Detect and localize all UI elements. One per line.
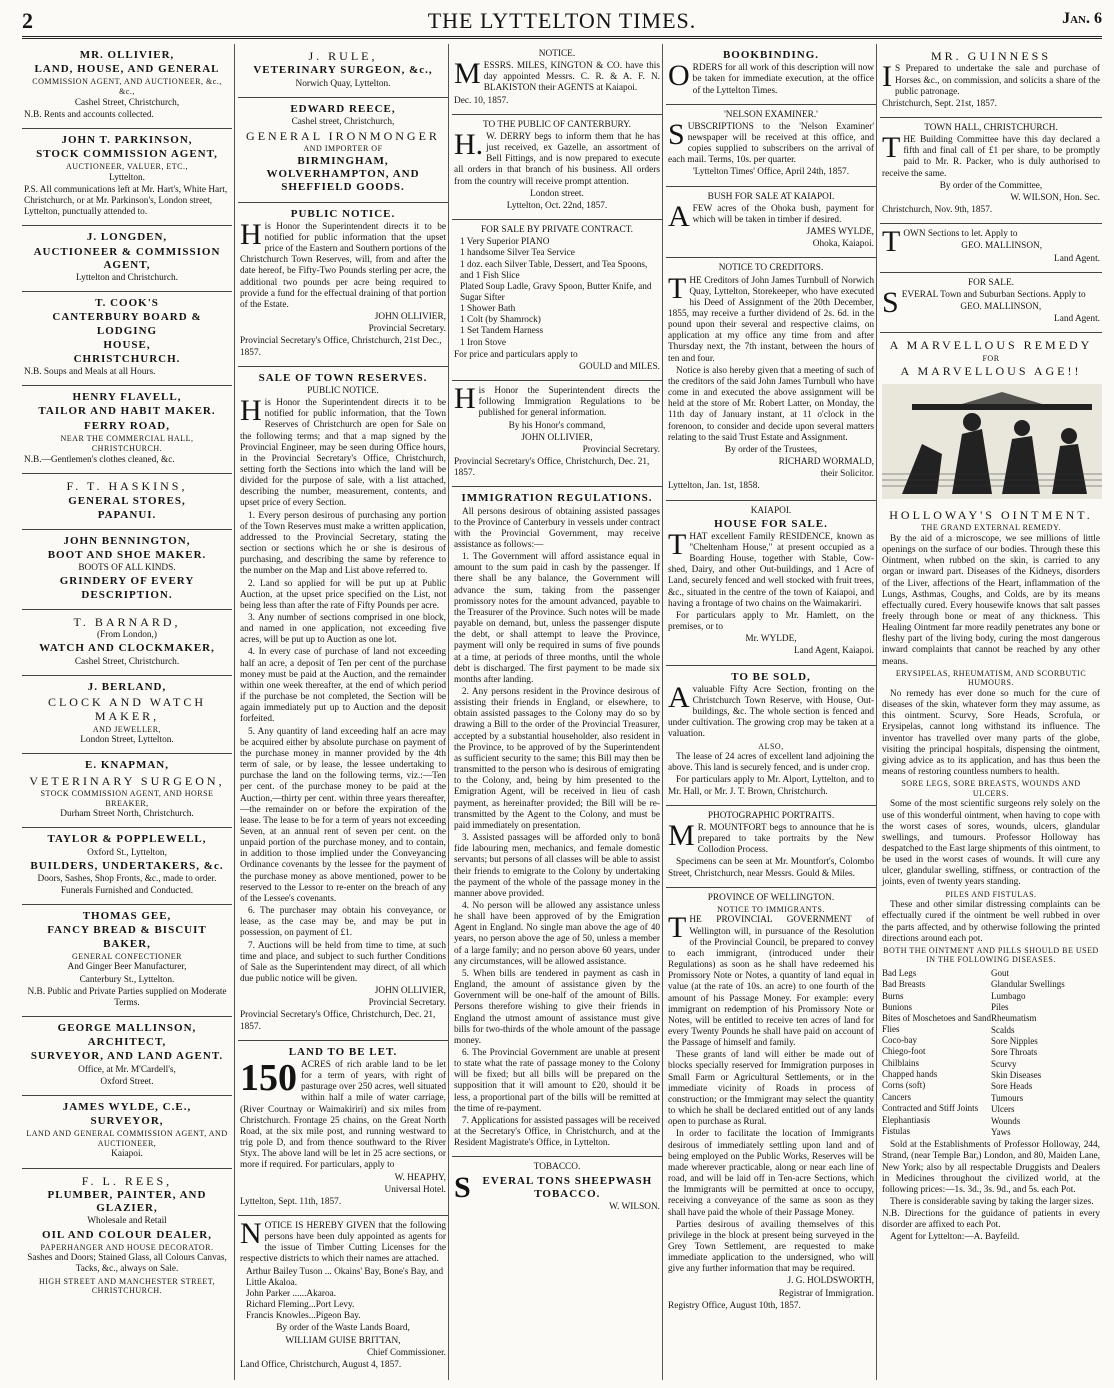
notice-upset-price: PUBLIC NOTICE. His Honor the Superintendent directs it to be notified for public information that the upset price of the Eastern and Southern portions of the Christchurch Town Reserves, will, from and after the date hereof, be Fifty-Two Pounds sterling per acre, the additional two pounds per acre being required to provide a fund for the effectual draining of that portion of the Estate. JOHN OLLIVIER, Provincial Secretary. Provincial Secretary's Office, Christchurch, 21st Dec., 1857.: [238, 203, 448, 367]
ad-berland: J. BERLAND, CLOCK AND WATCH MAKER, AND JEWELLER, London Street, Lyttelton.: [22, 676, 232, 755]
ad-nelson-examiner: 'NELSON EXAMINER.' SUBSCRIPTIONS to the 'Nelson Examiner' newspaper will be received at this office, and copies supplied to subscribers on the arrival of each mail. Terms, 10s. per quarter. 'Lyttelton Times' Office, April 24th, 1857.: [666, 105, 876, 187]
ad-reece: EDWARD REECE, Cashel street, Christchurch, GENERAL IRONMONGER AND IMPORTER OF BIRMINGHAM, WOLVERHAMPTON, AND SHEFFIELD GOODS.: [238, 98, 448, 203]
ad-rees: F. L. REES, PLUMBER, PAINTER, AND GLAZIER, Wholesale and Retail OIL AND COLOUR DEALER, PAPERHANGER AND HOUSE DECORATOR. Sashes and Doors; Stained Glass, all Colours Canvas, Tacks, &c., always on Sale. HIGH STREET AND MANCHESTER STREET, CHRISTCHURCH.: [27, 1173, 227, 1296]
ad-knapman: E. KNAPMAN, VETERINARY SURGEON, STOCK COMMISSION AGENT, AND HORSE BREAKER, Durham Street North, Christchurch.: [22, 754, 232, 828]
ad-town-sections: TOWN Sections to let. Apply to GEO. MALLINSON, Land Agent.: [880, 224, 1102, 272]
diseases-table: Bad Legs Bad Breasts Burns Bunions Bites of Moschetoes and Sand Flies Coco-bay Chiego-foot Chilblains Chapped hands Corns (soft) Cancers Contracted and Stiff Joints Elephantiasis Fistulas Gout Glandular Swellings Lumbago Piles Rheumatism Scalds Sore Nipples Sore Throats Scurvy Skin Diseases Sore Heads Tumours Ulcers Wounds Yaws: [882, 968, 1065, 1137]
masthead: [22, 4, 1102, 39]
immigration-regulations: IMMIGRATION REGULATIONS. All persons desirous of obtaining assisted passages to the Province of Canterbury in vessels under contract with the Provincial Government, may receive assistance as follows:— 1. The Government will afford assistance equal in amount to the sum paid in cash by the passenger. If there shall be any balance, the Government will advance the sum, taking from the passenger promissory notes for the amount advanced, payable to the Treasurer of the Province. Such notes will be made payable on demand, but, unless the passenger dispute the debt, or shall attempt to leave the Province, payment will only be required in sums of five pounds at a time, at periods of three months, until the whole debt is discharged. The first payment to be made six months after landing. 2. Any persons resident in the Province desirous of assisting their friends in England, or elsewhere, to obtain assisted passages to the Colony may do so by drawing a Bill to the order of the Provincial Treasurer, accepted by a substantial householder, also resident in the Province, to be approved of by the Superintendent as sufficient security to the same; this Bill may then be transmitted to the person who is desirous of emigrating to the Colony, and, being by him presented to the Emigration Agent, will be received in lieu of cash payment, as hereinafter provided; the Bill will be re-transmitted by the Agent to the Colony, and must be paid immediately on presentation. 3. Assisted passages will be afforded only to bonâ fide labouring men, mechanics, and female domestic servants; but persons of all classes will be able to assist their friends to emigrate to the Colony by undertaking the payment of the whole of the passage money in the manner above provided. 4. No person will be allowed any assistance unless he shall have been approved of by the Emigration Agent in England. No single man above the age of 40 years, no person above the age of 50, unless a member of a large family; and no person above 60 years, under any circumstances, will be allowed assistance. 5. When bills are tendered in payment as cash in England, the amount of assistance given by the Government will be one-half of the amount of Bills. Persons therefore wishing to give their friends in England the utmost amount of assistance must give bills for two-thirds of the whole amount of the passage money. 6. The Provincial Government are unable at present to state what the rate of passage money to the Colony will be fixed; but all bills will be prepared on the supposition that it will amount to £20, should it be less, a proportional part of the bills will be remitted at the time of re-payment. 7. Applications for assisted passages will be received at the Secretary's Office, in Christchurch, and at the Resident Magistrate's Office, in Lyttelton.: [452, 487, 662, 1157]
ad-bookbinding: BOOKBINDING. ORDERS for all work of this description will now be taken for immediate execution, at the office of the Lyttelton Times.: [666, 44, 876, 105]
column-4: [662, 44, 876, 1380]
ad-cook: T. COOK'S CANTERBURY BOARD & LODGING HOUSE, CHRISTCHURCH. N.B. Soups and Meals at all Hours.: [22, 292, 232, 386]
notice-miles-kington: NOTICE. MESSRS. MILES, KINGTON & CO. have this day appointed Messrs. C. R. & A. F. N. BLAKISTON their AGENTS at Kaiapoi. Dec. 10, 1857.: [452, 44, 662, 115]
notice-immigration-publish: His Honor the Superintendent directs the following Immigration Regulations to be published for general information. By his Honor's command, JOHN OLLIVIER, Provincial Secretary. Provincial Secretary's Office, Christchurch, Dec. 21, 1857.: [452, 381, 662, 487]
woodcut-illustration-image: [882, 384, 1102, 499]
column-2: [234, 44, 448, 1380]
notice-town-hall: TOWN HALL, CHRISTCHURCH. THE Building Committee have this day declared a fifth and final call of £1 per share, to be promptly paid to Mr. R. Packer, who is duly authorised to receive the same. By order of the Committee, W. WILSON, Hon. Sec. Christchurch, Nov. 9th, 1857.: [880, 118, 1102, 224]
ad-land-to-let: LAND TO BE LET. 150 ACRES of rich arable land to be let for a term of years, with right of pasturage over 250 acres, well situated within half a mile of water carriage, (River Courtnay or Waimakiriri) and six miles from Christchurch. Frontage 25 chains, on the Great North Road, at the six mile post, and running westward to trig pole D, and from thence southward to the River Styx. The above land will be let in 25 acre sections, or more if required. For particulars, apply to W. HEAPHY, Universal Hotel. Lyttelton, Sept. 11th, 1857.: [238, 1041, 448, 1216]
ad-photographic-portraits: PHOTOGRAPHIC PORTRAITS. MR. MOUNTFORT begs to announce that he is prepared to take portraits by the New Collodion Process. Specimens can be seen at Mr. Mountfort's, Colombo Street, Christchurch, near Messrs. Gould & Miles.: [666, 806, 876, 888]
notice-sale-town-reserves: SALE OF TOWN RESERVES. PUBLIC NOTICE. His Honor the Superintendent directs it to be notified for public information, that the Town Reserves of Christchurch are open for Sale on the following terms; and that a map signed by the Provincial Engineer, may be seen during Office hours, in the Provincial Secretary's Office, Christchurch, setting forth the Sections into which the land will be divided for the purpose of sale, with a list attached, describing the number, measurement, contents, and upset price of every Section. 1. Every person desirous of purchasing any portion of the Town Reserves must make a written application, addressed to the Provincial Secretary, stating the section or sections which he or she is desirous of purchasing, and describing the same by reference to the number on the Map and List above referred to. 2. Land so applied for will be put up at Public Auction, at the upset price specified on the List, not being less than after the rate of Fifty Pounds per acre. 3. Any number of sections comprised in one block, and named in one application, not exceeding five acres, will be put up to Auction as one lot. 4. In every case of purchase of land not exceeding half an acre, a deposit of Ten per cent of the purchase money must be paid at the Auction, and the remainder within one week thereafter, at the end of which period if the purchase be not completed, the Section will be again immediately put up to Auction and the deposit forfeited. 5. Any quantity of land exceeding half an acre may be acquired either by absolute purchase on payment of the purchase money in manner provided by the 4th term of sale, or by lease, the lessee undertaking to purchase the land on the following terms, viz.:—Ten per cent. of the purchase money to be paid at the Auction,—thirty per cent. within three years thereafter,—the remainder on or before the expiration of the lease. The lease to be for a term of years not exceeding Seven, at an annual rent of seven per cent. on the unpaid portion of the purchase money, and to contain, in addition to those implied under the Conveyancing Ordinance covenants by the lessee for the payment of the purchase money as above mentioned, power to be reserved to the Lessor to re-enter on the breach of any of the Lessee's covenants. 6. The purchaser may obtain his conveyance, or lease, as the case may be, and may be put in possession, on payment of £1. 7. Auctions will be held from time to time, at such time and place, and subject to such further Conditions of Sale as the Superintendent may direct, of all which due public notice will be given. JOHN OLLIVIER, Provincial Secretary. Provincial Secretary's Office, Christchurch, Dec. 21, 1857.: [238, 367, 448, 1041]
ad-rule: J. RULE, VETERINARY SURGEON, &c., Norwich Quay, Lyttelton.: [238, 44, 448, 98]
notice-to-creditors: NOTICE TO CREDITORS. THE Creditors of John James Turnbull of Norwich Quay, Lyttelton, Storekeeper, who have executed his Deed of Assignment of the 20th December, 1855, may receive a further dividend of 2s. 6d. in the pound upon their several and respective claims, on application at my office any time from and after Thursday next, the 7th instant, between the hours of ten and four. Notice is also hereby given that a meeting of such of the creditors of the said John James Turnbull who have come in and executed the above assignment will be held at the store of Mr. Robert Latter, on Monday, the 11th day of January instant, at 11 o'clock in the forenoon, to consider and decide upon several matters relating to the said Trust Estate and Assignment. By order of the Trustees, RICHARD WORMALD, their Solicitor. Lyttelton, Jan. 1st, 1858.: [666, 258, 876, 500]
ad-flavell: HENRY FLAVELL, TAILOR AND HABIT MAKER. FERRY ROAD, NEAR THE COMMERCIAL HALL, CHRISTCHURCH. N.B.—Gentlemen's clothes cleaned, &c.: [22, 386, 232, 474]
page-number: 2: [22, 8, 33, 33]
ad-haskins: F. T. HASKINS, GENERAL STORES, PAPANUI.: [22, 474, 232, 530]
ad-bush-for-sale: BUSH FOR SALE AT KAIAPOI. AFEW acres of the Ohoka bush, payment for which will be taken in timber if desired. JAMES WYLDE, Ohoka, Kaiapoi.: [666, 187, 876, 259]
ad-for-sale-mallinson: FOR SALE. SEVERAL Town and Suburban Sections. Apply to GEO. MALLINSON, Land Agent.: [880, 273, 1102, 334]
ad-guinness: MR. GUINNESS IS Prepared to undertake the sale and purchase of Horses &c., on commission, and solicits a share of the public patronage. Christchurch, Sept. 21st, 1857.: [880, 44, 1102, 118]
ad-bennington: JOHN BENNINGTON, BOOT AND SHOE MAKER. BOOTS OF ALL KINDS. GRINDERY OF EVERY DESCRIPTION.: [22, 530, 232, 610]
ad-mallinson: GEORGE MALLINSON, ARCHITECT, SURVEYOR, AND LAND AGENT. Office, at Mr. M'Cardell's, Oxford Street.: [22, 1017, 232, 1096]
notice-timber-licenses: NOTICE IS HEREBY GIVEN that the following persons have been duly appointed as agents for the issue of Timber Cutting Licenses for the respective districts to which their names are attached. Arthur Bailey Tuson ... Okains' Bay, Bone's Bay, and Little Akaloa. John Parker ......Akaroa. Richard Fleming...Port Levy. Francis Knowles...Pigeon Bay. By order of the Waste Lands Board, WILLIAM GUISE BRITTAN, Chief Commissioner. Land Office, Christchurch, August 4, 1857.: [240, 1217, 446, 1370]
issue-date: Jan. 6: [1062, 10, 1102, 27]
column-3: [448, 44, 662, 1380]
notice-province-wellington: PROVINCE OF WELLINGTON. NOTICE TO IMMIGRANTS. THE PROVINCIAL GOVERNMENT of Wellington will, in pursuance of the Resolution of the Provincial Council, be prepared to convey to each immigrant, (introduced under their Regulations) as soon as he shall have redeemed his Promissory Note or Notes, a quantity of land equal in value (at the rate of 10s. an acre) to one fourth of the amount of his Passage Money. For example: every immigrant on redemption of his Promissory Note or Notes, will be entitled to receive ten acres of land for every Twenty Pounds he shall have paid on account of the Passage of himself and family. These grants of land will either be made out of blocks specially reserved for Immigration purposes in Small Farm or Agricultural Settlements, or in the immediate vicinity of Roads in process of construction; or the Immigrant may select the quantity to which he shall be declared entitled out of any lands open to purchase as Rural. In order to facilitate the location of Immigrants desirous of immediately settling upon land and of being employed on the Public Works, Reserves will be made wherever practicable, along or near each line of road, and will be laid off in Ten-acre Sections, which the Immigrants will be permitted at once to occupy, receiving a conveyance of the same as soon as they shall have paid the whole of their Passage Money. Parties desirous of availing themselves of this privilege in the block at present being surveyed in the Grey Town Settlement, are requested to make immediate application to the undersigned, who will give any further information that may be required. J. G. HOLDSWORTH, Registrar of Immigration. Registry Office, August 10th, 1857.: [668, 892, 874, 1311]
column-5: [876, 44, 1102, 1380]
newspaper-title: THE LYTTELTON TIMES.: [427, 8, 697, 33]
ad-derry: TO THE PUBLIC OF CANTERBURY. H.W. DERRY begs to inform them that he has just received, ex Gazelle, an assortment of Bell Fittings, and is now prepared to execute all orders in that branch of his business. All orders from the country will receive prompt attention. London street. Lyttelton, Oct. 22nd, 1857.: [452, 115, 662, 220]
ad-tobacco: TOBACCO. SEVERAL TONS SHEEPWASH TOBACCO. W. WILSON.: [454, 1162, 660, 1212]
column-1: [22, 44, 232, 1380]
ad-private-contract: FOR SALE BY PRIVATE CONTRACT. 1 Very Superior PIANO 1 handsome Silver Tea Service 1 doz. each Silver Table, Dessert, and Tea Spoons, and 1 Fish Slice Plated Soup Ladle, Gravy Spoon, Butter Knife, and Sugar Sifter 1 Shower Bath 1 Colt (by Shamrock) 1 Set Tandem Harness 1 Iron Stove For price and particulars apply to GOULD and MILES.: [452, 220, 662, 381]
ad-parkinson: JOHN T. PARKINSON, STOCK COMMISSION AGENT, AUCTIONEER, VALUER, ETC., Lyttelton. P.S. All communications left at Mr. Hart's, White Hart, Christchurch, or at Mr. Parkinson's, London street, Lyttelton, punctually attended to.: [22, 129, 232, 227]
ad-ollivier: MR. OLLIVIER, LAND, HOUSE, AND GENERAL COMMISSION AGENT, AND AUCTIONEER, &c., &c., Cashel Street, Christchurch, N.B. Rents and accounts collected.: [22, 44, 232, 129]
ad-wylde: JAMES WYLDE, C.E., SURVEYOR, LAND AND GENERAL COMMISSION AGENT, AND AUCTIONEER, Kaiapoi.: [22, 1096, 232, 1169]
ad-gee: THOMAS GEE, FANCY BREAD & BISCUIT BAKER, GENERAL CONFECTIONER And Ginger Beer Manufacturer, Canterbury St., Lyttelton. N.B. Public and Private Parties supplied on Moderate Terms.: [22, 905, 232, 1017]
ad-taylor: TAYLOR & POPPLEWELL, Oxford St., Lyttelton, BUILDERS, UNDERTAKERS, &c. Doors, Sashes, Shop Fronts, &c., made to order. Funerals Furnished and Conducted.: [22, 828, 232, 905]
ad-holloway-ointment: A MARVELLOUS REMEDY FOR A MARVELLOUS AGE!! HOLLOWAY'S OINTMENT. THE GRAND EXTERNAL REMEDY. By the aid of a microscope, we see millions of little openings on the surface of our bodies. Through these this Ointment, when rubbed on the skin, is carried to any organ or inward part. Diseases of the Kidneys, disorders of the Liver, affections of the Heart, inflammation of the Lungs, Asthmas, Coughs, and Colds, are by its means effectually cured. Every housewife knows that salt passes freely through bone or meat of any thickness. This Healing Ointment far more readily penetrates any bone or fleshy part of the living body, curing the most dangerous inward complaints that cannot be reached by any other means. ERYSIPELAS, RHEUMATISM, AND SCORBUTIC HUMOURS. No remedy has ever done so much for the cure of diseases of the skin, whatever form they may assume, as this ointment. Scurvy, Sore Heads, Scrofula, or Erysipelas, cannot long withstand its influence. The inventor has travelled over many parts of the globe, visiting the principal hospitals, dispensing the ointment, giving advice as to its application, and has thus been the means of restoring countless numbers to health. SORE LEGS, SORE BREASTS, WOUNDS AND ULCERS. Some of the most scientific surgeons rely solely on the use of this wonderful ointment, when having to cope with the worst cases of sores, wounds, ulcers, glandular swellings, and tumours. Professor Holloway has despatched to the East large shipments of this ointment, to be used in the worst cases of wounds. It will cure any ulcer, glandular swelling, stiffness, or contraction of the joints, even of twenty years standing. PILES AND FISTULAS. These and other similar distressing complaints can be effectually cured if the ointment be well rubbed in over the parts affected, and by otherwise following the printed directions around each pot. BOTH THE OINTMENT AND PILLS SHOULD BE USED IN THE FOLLOWING DISEASES. Bad Legs Bad Breasts Burns Bunions Bites of Moschetoes and Sand Flies Coco-bay Chiego-foot Chilblains Chapped hands Corns (soft) Cancers Contracted and Stiff Joints Elephantiasis Fistulas Gout Glandular Swellings Lumbago Piles Rheumatism Scalds Sore Nipples Sore Throats Scurvy Skin Diseases Sore Heads Tumours Ulcers Wounds Yaws Sold at the Establishments of Professor Holloway, 244, Strand, (near Temple Bar,) London, and 80, Maiden Lane, New York; also by all respectable Druggists and Dealers in Medicines throughout the civilized world, at the following prices:—1s. 3d., 3s. 9d., and 5s. each Pot. There is considerable saving by taking the larger sizes. N.B. Directions for the guidance of patients in every disorder are affixed to each Pot. Agent for Lyttelton:—A. Bayfeild.: [880, 333, 1102, 1250]
ad-barnard: T. BARNARD, (From London,) WATCH AND CLOCKMAKER, Cashel Street, Christchurch.: [22, 610, 232, 676]
ad-kaiapoi-house: KAIAPOI. HOUSE FOR SALE. THAT excellent Family RESIDENCE, known as "Cheltenham House," at present occupied as a Boarding House, together with Stable, Cow-shed, Dairy, and other Out-buildings, and 1 Acre of Land, securely fenced and well stocked with fruit trees, &c., situated in the centre of the town of Kaiapoi, and having a frontage of two chains on the Waimakariri. For particulars apply to Mr. Hamlett, on the premises, or to Mr. WYLDE, Land Agent, Kaiapoi.: [666, 501, 876, 666]
ad-longden: J. LONGDEN, AUCTIONEER & COMMISSION AGENT, Lyttelton and Christchurch.: [22, 226, 232, 292]
ad-to-be-sold: TO BE SOLD, Avaluable Fifty Acre Section, fronting on the Christchurch Town Reserve, with House, Out-buildings, &c. The whole section is fenced and under cultivation. The growing crop may be taken at a valuation. ALSO, The lease of 24 acres of excellent land adjoining the above. This land is securely fenced, and is under crop. For particulars apply to Mr. Alport, Lyttelton, and to Mr. Hall, or Mr. J. T. Brown, Christchurch.: [666, 666, 876, 806]
